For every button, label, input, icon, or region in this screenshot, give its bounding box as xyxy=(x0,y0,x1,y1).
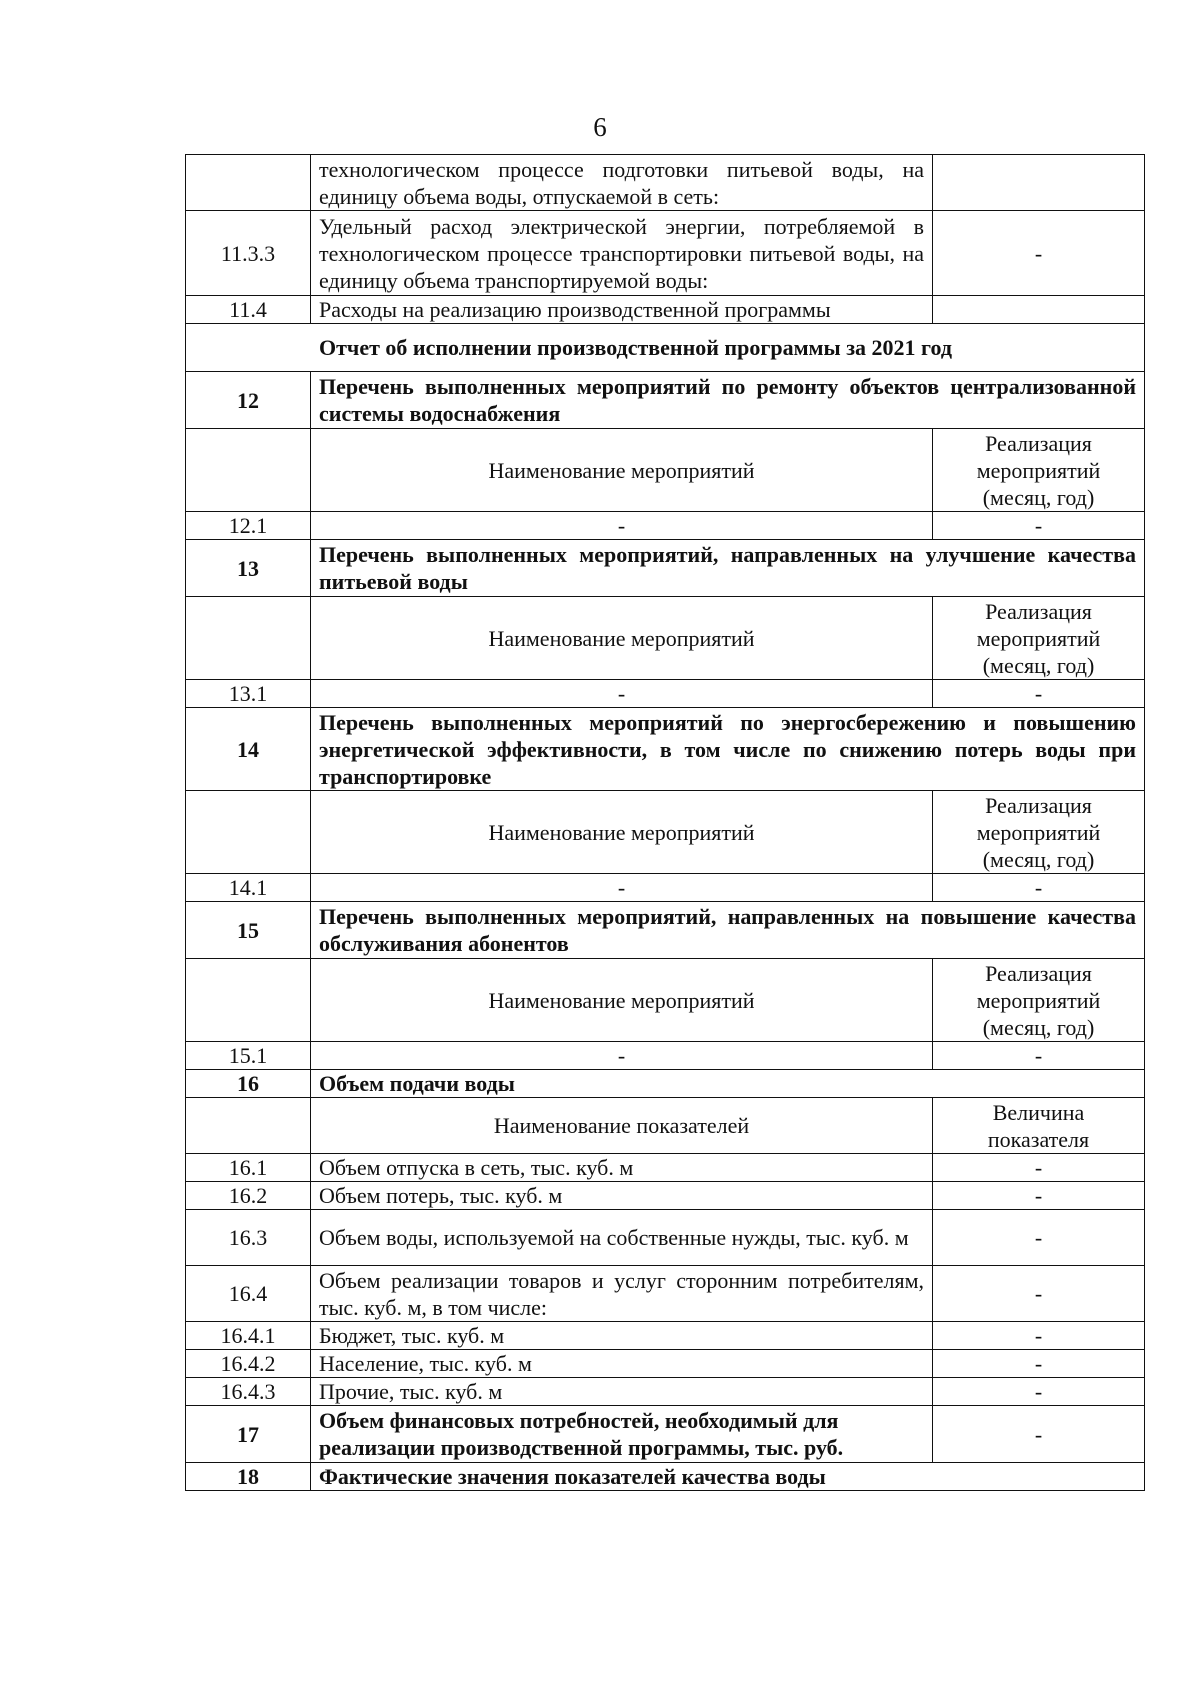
indicator-text: Население, тыс. куб. м xyxy=(311,1350,933,1378)
column-header-name: Наименование мероприятий xyxy=(311,791,933,874)
column-header-name: Наименование мероприятий xyxy=(311,959,933,1042)
section-row xyxy=(186,902,1145,959)
measure-name: - xyxy=(311,874,933,902)
indicator-value: - xyxy=(933,1266,1145,1322)
row-number: 11.4 xyxy=(186,296,311,324)
section-number: 18 xyxy=(186,1463,311,1491)
measure-name: - xyxy=(311,512,933,540)
column-header-row xyxy=(186,429,1145,512)
row-number: 16.4 xyxy=(186,1266,311,1322)
column-header-implementation: Реализация мероприятий (месяц, год) xyxy=(933,429,1145,512)
row-number-cell xyxy=(186,597,311,680)
row-number: 16.4.3 xyxy=(186,1378,311,1406)
table-row xyxy=(186,1182,1145,1210)
table-row xyxy=(186,1154,1145,1182)
indicator-value: - xyxy=(933,1154,1145,1182)
indicator-value: - xyxy=(933,1350,1145,1378)
section-row xyxy=(186,540,1145,597)
indicator-value: - xyxy=(933,1406,1145,1463)
section-row xyxy=(186,1463,1145,1491)
row-number: 16.4.1 xyxy=(186,1322,311,1350)
section-row xyxy=(186,1406,1145,1463)
value-cell xyxy=(933,155,1145,211)
table-row xyxy=(186,512,1145,540)
section-title: Перечень выполненных мероприятий, направленных на улучшение качества питьевой воды xyxy=(311,540,1145,597)
section-row xyxy=(186,708,1145,791)
column-header-implementation: Реализация мероприятий (месяц, год) xyxy=(933,597,1145,680)
indicator-text: Объем реализации товаров и услуг сторонним потребителям, тыс. куб. м, в том числе: xyxy=(311,1266,933,1322)
table-row xyxy=(186,1322,1145,1350)
table-row xyxy=(186,155,1145,211)
row-number: 16.2 xyxy=(186,1182,311,1210)
indicator-value: - xyxy=(933,1378,1145,1406)
indicator-text: Прочие, тыс. куб. м xyxy=(311,1378,933,1406)
column-header-value: Величина показателя xyxy=(933,1098,1145,1154)
column-header-implementation: Реализация мероприятий (месяц, год) xyxy=(933,791,1145,874)
table-row xyxy=(186,296,1145,324)
row-number: 11.3.3 xyxy=(186,211,311,296)
indicator-text: технологическом процессе подготовки питьевой воды, на единицу объема воды, отпускаемой в сеть: xyxy=(311,155,933,211)
table-row xyxy=(186,680,1145,708)
section-number: 13 xyxy=(186,540,311,597)
measure-implementation: - xyxy=(933,874,1145,902)
row-number: 16.4.2 xyxy=(186,1350,311,1378)
table-row xyxy=(186,1042,1145,1070)
section-number: 17 xyxy=(186,1406,311,1463)
table-row xyxy=(186,1378,1145,1406)
measure-implementation: - xyxy=(933,1042,1145,1070)
section-number: 12 xyxy=(186,372,311,429)
value-cell xyxy=(933,296,1145,324)
indicator-text: Расходы на реализацию производственной программы xyxy=(311,296,933,324)
table-row xyxy=(186,1350,1145,1378)
report-heading: Отчет об исполнении производственной программы за 2021 год xyxy=(186,324,1145,372)
section-title: Объем финансовых потребностей, необходимый для реализации производственной программы, тыс. руб. xyxy=(311,1406,933,1463)
indicator-text: Объем потерь, тыс. куб. м xyxy=(311,1182,933,1210)
row-number-cell xyxy=(186,959,311,1042)
column-header-row xyxy=(186,791,1145,874)
section-title: Перечень выполненных мероприятий, направленных на повышение качества обслуживания абонентов xyxy=(311,902,1145,959)
section-title: Объем подачи воды xyxy=(311,1070,1145,1098)
column-header-row xyxy=(186,959,1145,1042)
indicator-text: Удельный расход электрической энергии, потребляемой в технологическом процессе транспортировки питьевой воды, на единицу объема транспортируемой воды: xyxy=(311,211,933,296)
measure-name: - xyxy=(311,1042,933,1070)
report-heading-row xyxy=(186,324,1145,372)
indicator-value: - xyxy=(933,1210,1145,1266)
section-number: 15 xyxy=(186,902,311,959)
table-row xyxy=(186,1266,1145,1322)
row-number: 16.1 xyxy=(186,1154,311,1182)
indicator-value: - xyxy=(933,1322,1145,1350)
page-number: 6 xyxy=(593,112,607,142)
section-row xyxy=(186,372,1145,429)
row-number-cell xyxy=(186,1098,311,1154)
row-number: 13.1 xyxy=(186,680,311,708)
indicator-value: - xyxy=(933,1182,1145,1210)
column-header-name: Наименование мероприятий xyxy=(311,429,933,512)
column-header-name: Наименование мероприятий xyxy=(311,597,933,680)
column-header-row xyxy=(186,1098,1145,1154)
section-title: Перечень выполненных мероприятий по энергосбережению и повышению энергетической эффективности, в том числе по снижению потерь воды при транспортировке xyxy=(311,708,1145,791)
row-number: 15.1 xyxy=(186,1042,311,1070)
measure-implementation: - xyxy=(933,512,1145,540)
column-header-implementation: Реализация мероприятий (месяц, год) xyxy=(933,959,1145,1042)
table-row xyxy=(186,1210,1145,1266)
measure-implementation: - xyxy=(933,680,1145,708)
row-number-cell xyxy=(186,429,311,512)
table-row xyxy=(186,211,1145,296)
column-header-name: Наименование показателей xyxy=(311,1098,933,1154)
row-number: 16.3 xyxy=(186,1210,311,1266)
measure-name: - xyxy=(311,680,933,708)
indicator-text: Объем отпуска в сеть, тыс. куб. м xyxy=(311,1154,933,1182)
row-number-cell xyxy=(186,155,311,211)
indicator-value: - xyxy=(933,211,1145,296)
table-row xyxy=(186,874,1145,902)
section-title: Перечень выполненных мероприятий по ремонту объектов централизованной системы водоснабжения xyxy=(311,372,1145,429)
section-number: 16 xyxy=(186,1070,311,1098)
column-header-row xyxy=(186,597,1145,680)
section-row xyxy=(186,1070,1145,1098)
section-number: 14 xyxy=(186,708,311,791)
row-number: 12.1 xyxy=(186,512,311,540)
row-number: 14.1 xyxy=(186,874,311,902)
indicator-text: Бюджет, тыс. куб. м xyxy=(311,1322,933,1350)
indicator-text: Объем воды, используемой на собственные нужды, тыс. куб. м xyxy=(311,1210,933,1266)
row-number-cell xyxy=(186,791,311,874)
program-table xyxy=(185,154,1145,1491)
section-title: Фактические значения показателей качества воды xyxy=(311,1463,1145,1491)
